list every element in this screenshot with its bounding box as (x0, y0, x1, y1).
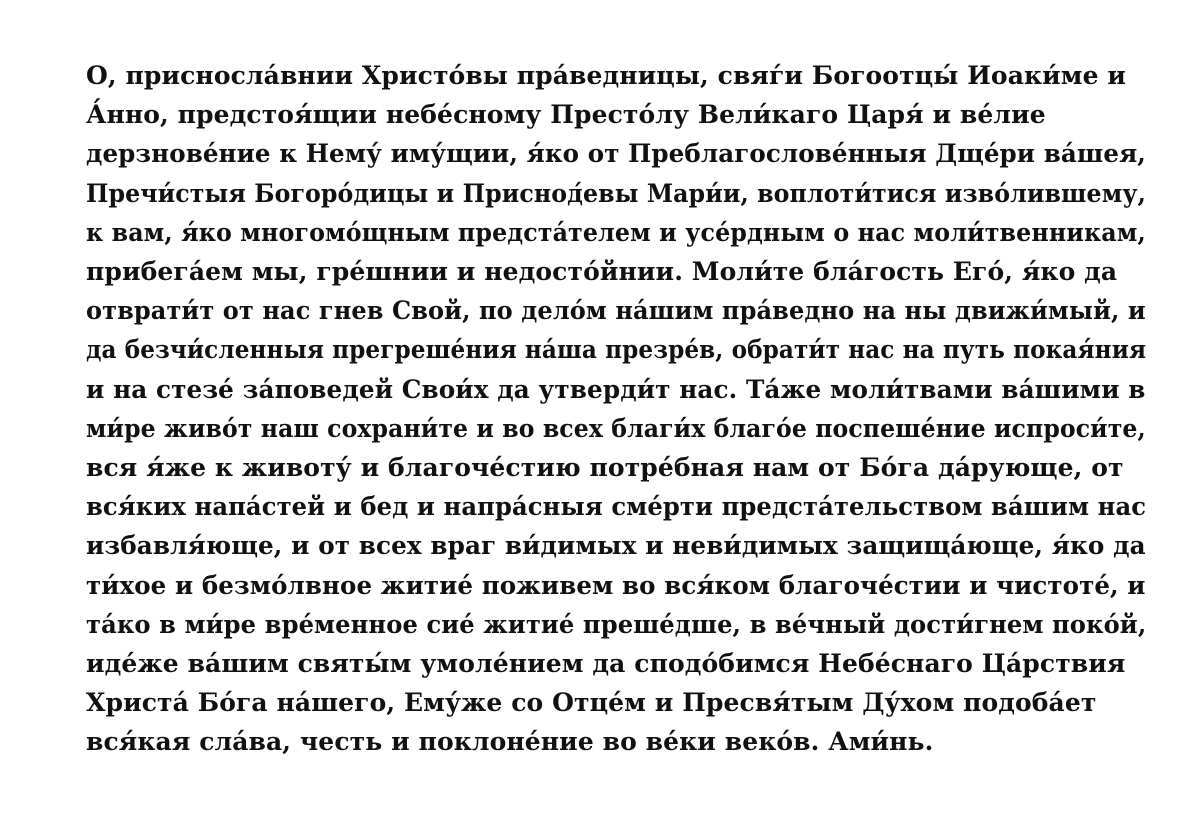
text-line-10: ми́ре живо́т наш сохрани́те и во всех благи́х благо́е поспеше́ние испроси́те, (86, 413, 1146, 443)
text-line-4: Пречи́стыя Богоро́дицы и Приснод́евы Мари́и, воплоти́тися изво́лившему, (86, 178, 1146, 208)
text-line-3: дерзнове́ние к Нему́ иму́щии, я́ко от Преблагослове́нныя Дще́ри ва́шея, (86, 139, 1146, 169)
text-line-18: вся́кая сла́ва, честь и поклоне́ние во ве́ки веко́в. Ами́нь. (86, 727, 934, 757)
text-line-13: избавля́юще, и от всех враг ви́димых и неви́димых защища́юще, я́ко да (86, 531, 1146, 561)
text-line-11: вся я́же к животу́ и благоче́стию потре́бная нам от Бо́га да́рующе, от (86, 453, 1124, 483)
text-line-1: О, присносла́внии Христо́вы пра́ведницы, свяѓи Богоотцы́ Иоаки́ме и (86, 61, 1127, 90)
text-line-7: отврати́т от нас гнев Свой, по дело́м на́шим пра́ведно на ны движи́мый, и (86, 296, 1146, 326)
text-line-6: прибега́ем мы, гре́шнии и недосто́йнии. Моли́те бла́гость Его́, я́ко да (86, 257, 1118, 287)
text-line-16: иде́же ва́шим святы́м умоле́нием да сподо́бимся Небе́снаго Ца́рствия (86, 649, 1126, 679)
text-line-17: Христа́ Бо́га на́шего, Ему́же со Отце́м и Пресвя́тым Ду́хом подоба́ет (86, 688, 1097, 718)
text-line-2: А́нно, предстоя́щии небе́сному Престо́лу Вели́каго Царя́ и ве́лие (86, 100, 1046, 130)
prayer-text (86, 56, 1146, 762)
text-line-8: да безчи́сленныя прегреше́ния на́ша презре́в, обрати́т нас на путь покая́ния (86, 335, 1147, 365)
text-line-15: та́ко в ми́ре вре́менное сие́ житие́ преше́дше, в ве́чный дости́гнем поко́й, (86, 609, 1147, 639)
text-line-14: ти́хое и безмо́лвное житие́ поживем во вся́ком благоче́стии и чистоте́, и (86, 570, 1146, 600)
text-line-12: вся́ких напа́стей и бед и напра́сныя сме́рти предста́тельством ва́шим нас (86, 492, 1147, 522)
text-line-5: к вам, я́ко многомо́щным предста́телем и усе́рдным о нас моли́твенникам, (86, 217, 1146, 247)
text-line-9: и на стезе́ за́поведей Свои́х да утверди́т нас. Та́же моли́твами ва́шими в (86, 374, 1146, 404)
